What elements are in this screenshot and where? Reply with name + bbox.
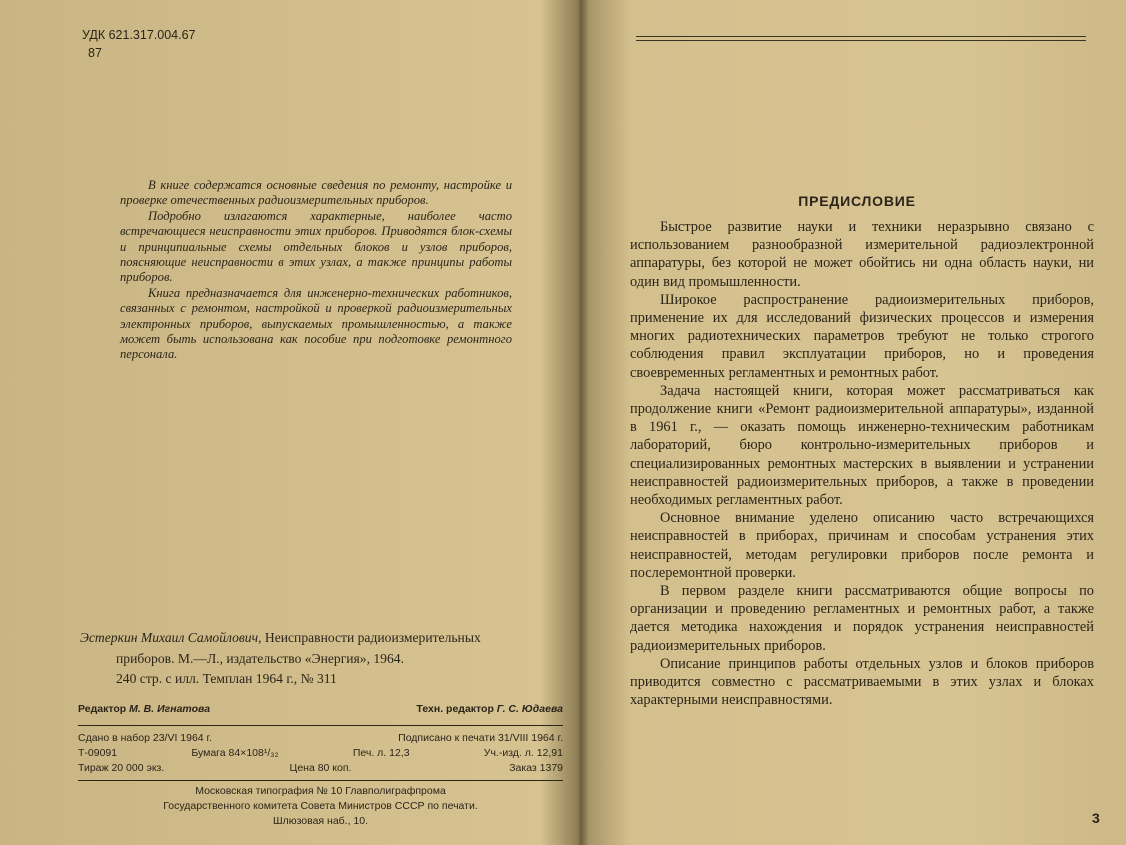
editor-name: М. В. Игнатова [129,703,211,715]
imprint-block [78,702,563,829]
page-number: 3 [1092,810,1100,826]
printer-line: Государственного комитета Совета Министров СССР по печати. [163,800,478,812]
imprint-cell: Бумага 84×108¹/₃₂ [191,747,279,759]
imprint-row [78,761,563,776]
imprint-row [78,746,563,761]
tech-editor-name: Г. С. Юдаева [496,703,563,715]
imprint-cell: Тираж 20 000 экз. [78,762,165,774]
imprint-cell: Заказ 1379 [509,762,564,774]
page-title: ПРЕДИСЛОВИЕ [798,193,916,209]
udk-code [82,26,196,62]
annotation [120,178,512,363]
annotation-paragraph: В книге содержатся основные сведения по ремонту, настройке и проверке отечественных радиоизмерительных приборов. [120,178,512,208]
preface-paragraph: Широкое распространение радиоизмерительных приборов, применение их для исследований физических процессов и измерения многих радиотехнических параметров требуют не только строгого соблюдения правил эксплуатации приборов, но и проведения своевременных регламентных и ремонтных работ. [630,291,1094,381]
imprint-row [78,731,563,746]
bib-line-2: приборов. М.—Л., издательство «Энергия», 1964. [116,650,404,666]
udk-number: 87 [88,46,102,60]
bib-title: Неисправности радиоизмерительных [261,630,481,645]
imprint-cell: Подписано к печати 31/VIII 1964 г. [398,732,563,744]
bibliographic-entry [80,628,560,690]
editor [78,702,210,717]
editors-row [78,702,563,726]
editor-label: Редактор [78,703,130,715]
bib-author: Эстеркин Михаил Самойлович, [80,630,262,645]
printer-info [78,781,563,829]
preface-paragraph: Основное внимание уделено описанию часто встречающихся неисправностей в приборах, причинам и способам устранения этих неисправностей, методам регулировки приборов после ремонта и послеремонтной проверки. [630,510,1094,581]
bib-line-1 [80,628,560,649]
preface-text [630,218,1094,709]
imprint-table [78,726,563,781]
right-page [588,0,1126,845]
preface-paragraph: В первом разделе книги рассматриваются общие вопросы по организации и проведению регламентных и ремонтных работ, а также дается методика нахождения и порядок устранения неисправностей радиоизмерительных приборов. [630,583,1094,654]
preface-paragraph: Задача настоящей книги, которая может рассматриваться как продолжение книги «Ремонт радиоизмерительной аппаратуры», изданной в 1961 г., — оказать помощь инженерно-техническим работникам лабораторий, бюро контрольно-измерительных приборов и специализированных ремонтных мастерских в выявлении и устранении неисправностей радиоизмерительных приборов, а также в проведении необходимых регламентных работ. [630,382,1094,509]
udk-text: УДК 621.317.004.67 [82,28,196,42]
imprint-cell: Сдано в набор 23/VI 1964 г. [78,732,213,744]
header-rule [636,36,1086,41]
tech-editor-label: Техн. редактор [416,703,497,715]
tech-editor [416,702,563,717]
imprint-cell: Т-09091 [78,747,118,759]
annotation-paragraph: Книга предназначается для инженерно-технических работников, связанных с ремонтом, настройкой и проверкой радиоизмерительных электронных приборов, выпускаемых промышленностью, а также может быть использована как пособие при подготовке ремонтного персонала. [120,285,512,362]
imprint-cell: Печ. л. 12,3 [352,747,410,759]
annotation-paragraph: Подробно излагаются характерные, наиболее часто встречающиеся неисправности этих приборов. Приводятся блок-схемы и принципиальные схемы отдельных блоков и узлов приборов, поясняющие неисправности в этих узлах, а также принципы работы приборов. [120,208,512,285]
preface-paragraph: Быстрое развитие науки и техники неразрывно связано с использованием разнообразной измерительной радиоэлектронной аппаратуры, без которой не может обойтись ни одна область науки, ни один вид промышленности. [630,219,1094,290]
printer-line: Московская типография № 10 Главполиграфпрома [195,785,446,797]
imprint-cell: Уч.-изд. л. 12,91 [483,747,563,759]
printer-line: Шлюзовая наб., 10. [272,815,369,827]
imprint-cell: Цена 80 коп. [289,762,352,774]
preface-paragraph: Описание принципов работы отдельных узлов и блоков приборов приводится совместно с рассматриваемыми в этих узлах и блоках характерными неисправностями. [630,655,1094,709]
bib-line-3: 240 стр. с илл. Темплан 1964 г., № 311 [116,671,337,686]
